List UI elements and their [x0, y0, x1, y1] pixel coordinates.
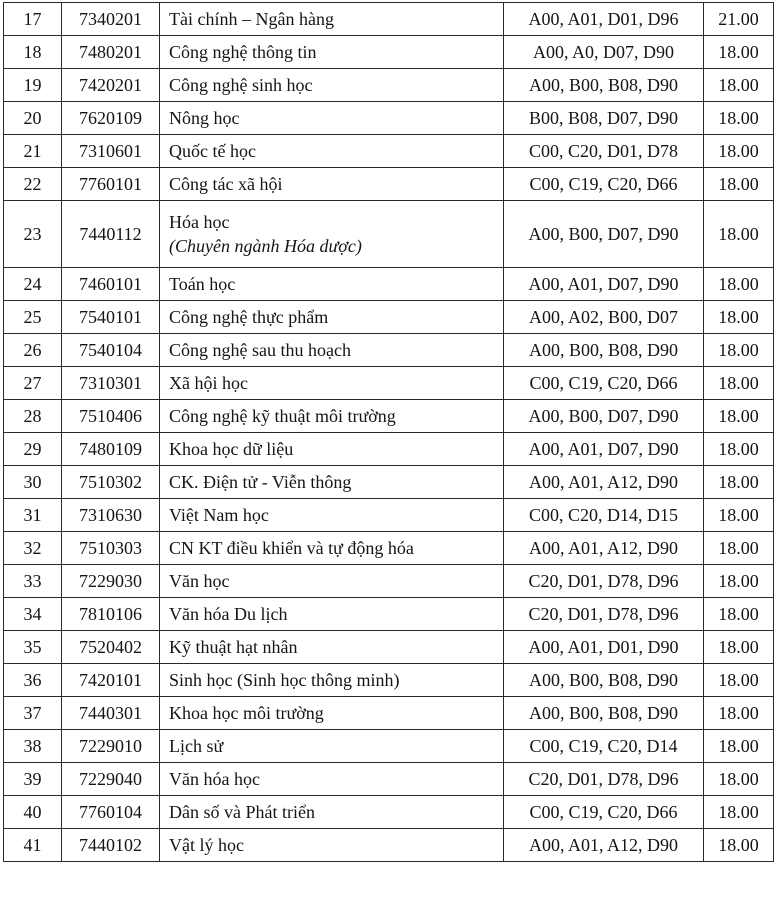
table-row [4, 598, 774, 631]
major-code: 7420101 [62, 664, 160, 697]
subject-combinations: A00, A01, D01, D90 [504, 631, 704, 664]
row-number: 18 [4, 36, 62, 69]
major-code: 7510303 [62, 532, 160, 565]
major-code: 7810106 [62, 598, 160, 631]
major-name-cell [160, 201, 504, 268]
major-name: Công nghệ thực phẩm [160, 301, 504, 334]
subject-combinations: A00, A01, D01, D96 [504, 3, 704, 36]
major-name: Văn hóa học [160, 763, 504, 796]
admission-score: 18.00 [704, 664, 774, 697]
major-specialization-note: (Chuyên ngành Hóa dược) [169, 235, 362, 256]
major-code: 7310601 [62, 135, 160, 168]
admission-score: 18.00 [704, 499, 774, 532]
major-code: 7760101 [62, 168, 160, 201]
row-number: 22 [4, 168, 62, 201]
admission-score: 18.00 [704, 697, 774, 730]
major-code: 7229010 [62, 730, 160, 763]
subject-combinations: C20, D01, D78, D96 [504, 763, 704, 796]
row-number: 35 [4, 631, 62, 664]
major-name: Xã hội học [160, 367, 504, 400]
subject-combinations: A00, A01, D07, D90 [504, 433, 704, 466]
major-name: Công nghệ thông tin [160, 36, 504, 69]
major-name: CK. Điện tử - Viễn thông [160, 466, 504, 499]
subject-combinations: A00, B00, B08, D90 [504, 334, 704, 367]
admission-score: 18.00 [704, 69, 774, 102]
table-row [4, 499, 774, 532]
admission-score: 18.00 [704, 565, 774, 598]
subject-combinations: C20, D01, D78, D96 [504, 598, 704, 631]
admission-score: 18.00 [704, 135, 774, 168]
major-code: 7480109 [62, 433, 160, 466]
major-name: Dân số và Phát triển [160, 796, 504, 829]
admission-score: 18.00 [704, 532, 774, 565]
major-name: Công nghệ sinh học [160, 69, 504, 102]
subject-combinations: C00, C19, C20, D66 [504, 168, 704, 201]
admission-score: 18.00 [704, 631, 774, 664]
admission-score: 18.00 [704, 201, 774, 268]
major-name: Lịch sử [160, 730, 504, 763]
table-row [4, 466, 774, 499]
major-code: 7340201 [62, 3, 160, 36]
table-row [4, 433, 774, 466]
major-name: Hóa học [169, 211, 230, 232]
major-code: 7760104 [62, 796, 160, 829]
admission-score: 18.00 [704, 400, 774, 433]
row-number: 33 [4, 565, 62, 598]
subject-combinations: C00, C20, D14, D15 [504, 499, 704, 532]
major-name: Tài chính – Ngân hàng [160, 3, 504, 36]
subject-combinations: A00, A02, B00, D07 [504, 301, 704, 334]
table-row [4, 565, 774, 598]
subject-combinations: A00, A01, A12, D90 [504, 829, 704, 862]
major-code: 7310630 [62, 499, 160, 532]
table-row [4, 168, 774, 201]
subject-combinations: A00, B00, B08, D90 [504, 664, 704, 697]
subject-combinations: A00, A0, D07, D90 [504, 36, 704, 69]
admission-score: 18.00 [704, 433, 774, 466]
row-number: 26 [4, 334, 62, 367]
major-name: Vật lý học [160, 829, 504, 862]
row-number: 28 [4, 400, 62, 433]
table-row [4, 631, 774, 664]
admission-score-document [3, 2, 773, 862]
major-name: Việt Nam học [160, 499, 504, 532]
major-name: Nông học [160, 102, 504, 135]
row-number: 31 [4, 499, 62, 532]
table-body [4, 3, 774, 862]
admission-score: 18.00 [704, 598, 774, 631]
subject-combinations: A00, A01, A12, D90 [504, 466, 704, 499]
row-number: 20 [4, 102, 62, 135]
row-number: 39 [4, 763, 62, 796]
admission-score-table [3, 2, 774, 862]
subject-combinations: A00, A01, D07, D90 [504, 268, 704, 301]
subject-combinations: C00, C20, D01, D78 [504, 135, 704, 168]
row-number: 25 [4, 301, 62, 334]
subject-combinations: A00, B00, B08, D90 [504, 69, 704, 102]
row-number: 29 [4, 433, 62, 466]
table-row [4, 135, 774, 168]
major-name: Kỹ thuật hạt nhân [160, 631, 504, 664]
admission-score: 18.00 [704, 334, 774, 367]
major-code: 7540101 [62, 301, 160, 334]
table-row [4, 697, 774, 730]
admission-score: 18.00 [704, 763, 774, 796]
major-code: 7310301 [62, 367, 160, 400]
major-name: Văn hóa Du lịch [160, 598, 504, 631]
table-row [4, 36, 774, 69]
row-number: 19 [4, 69, 62, 102]
admission-score: 18.00 [704, 730, 774, 763]
admission-score: 18.00 [704, 36, 774, 69]
major-name: Công nghệ kỹ thuật môi trường [160, 400, 504, 433]
admission-score: 18.00 [704, 466, 774, 499]
subject-combinations: A00, B00, D07, D90 [504, 201, 704, 268]
subject-combinations: C00, C19, C20, D66 [504, 367, 704, 400]
table-row [4, 201, 774, 268]
subject-combinations: A00, A01, A12, D90 [504, 532, 704, 565]
major-code: 7510406 [62, 400, 160, 433]
table-row [4, 102, 774, 135]
row-number: 34 [4, 598, 62, 631]
admission-score: 18.00 [704, 168, 774, 201]
admission-score: 18.00 [704, 301, 774, 334]
major-name: Quốc tế học [160, 135, 504, 168]
subject-combinations: C00, C19, C20, D66 [504, 796, 704, 829]
major-code: 7229030 [62, 565, 160, 598]
admission-score: 21.00 [704, 3, 774, 36]
major-code: 7540104 [62, 334, 160, 367]
subject-combinations: C00, C19, C20, D14 [504, 730, 704, 763]
table-row [4, 69, 774, 102]
major-code: 7440112 [62, 201, 160, 268]
major-name: Văn học [160, 565, 504, 598]
subject-combinations: C20, D01, D78, D96 [504, 565, 704, 598]
table-row [4, 763, 774, 796]
row-number: 41 [4, 829, 62, 862]
major-name: Khoa học môi trường [160, 697, 504, 730]
table-row [4, 664, 774, 697]
table-row [4, 400, 774, 433]
major-name: Công nghệ sau thu hoạch [160, 334, 504, 367]
subject-combinations: A00, B00, D07, D90 [504, 400, 704, 433]
major-name: Toán học [160, 268, 504, 301]
major-code: 7480201 [62, 36, 160, 69]
major-code: 7229040 [62, 763, 160, 796]
row-number: 32 [4, 532, 62, 565]
row-number: 30 [4, 466, 62, 499]
row-number: 27 [4, 367, 62, 400]
row-number: 23 [4, 201, 62, 268]
major-name: Khoa học dữ liệu [160, 433, 504, 466]
subject-combinations: A00, B00, B08, D90 [504, 697, 704, 730]
row-number: 40 [4, 796, 62, 829]
major-code: 7460101 [62, 268, 160, 301]
admission-score: 18.00 [704, 367, 774, 400]
major-code: 7510302 [62, 466, 160, 499]
row-number: 37 [4, 697, 62, 730]
table-row [4, 3, 774, 36]
table-row [4, 796, 774, 829]
admission-score: 18.00 [704, 796, 774, 829]
major-code: 7440102 [62, 829, 160, 862]
admission-score: 18.00 [704, 102, 774, 135]
major-code: 7420201 [62, 69, 160, 102]
major-name: Công tác xã hội [160, 168, 504, 201]
admission-score: 18.00 [704, 268, 774, 301]
row-number: 24 [4, 268, 62, 301]
table-row [4, 301, 774, 334]
major-code: 7620109 [62, 102, 160, 135]
row-number: 38 [4, 730, 62, 763]
subject-combinations: B00, B08, D07, D90 [504, 102, 704, 135]
major-name: CN KT điều khiển và tự động hóa [160, 532, 504, 565]
row-number: 36 [4, 664, 62, 697]
table-row [4, 268, 774, 301]
table-row [4, 829, 774, 862]
table-row [4, 730, 774, 763]
row-number: 17 [4, 3, 62, 36]
major-name: Sinh học (Sinh học thông minh) [160, 664, 504, 697]
row-number: 21 [4, 135, 62, 168]
table-row [4, 367, 774, 400]
major-code: 7520402 [62, 631, 160, 664]
table-row [4, 334, 774, 367]
table-row [4, 532, 774, 565]
admission-score: 18.00 [704, 829, 774, 862]
major-code: 7440301 [62, 697, 160, 730]
